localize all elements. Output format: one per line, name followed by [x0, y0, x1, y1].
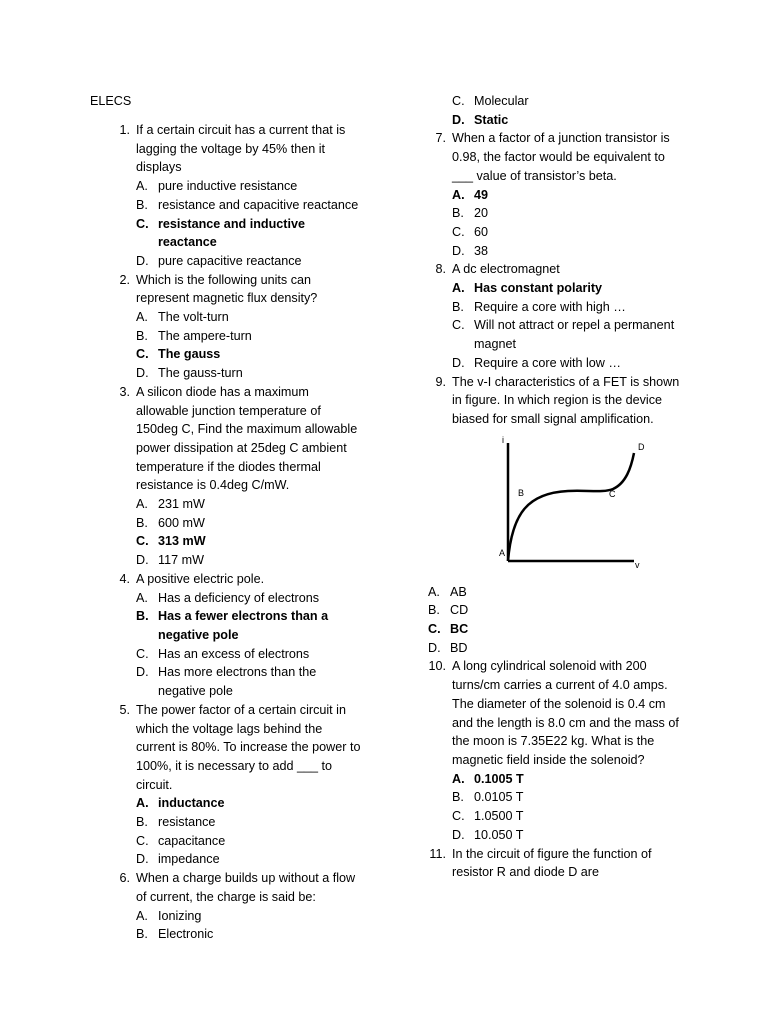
option-d [452, 242, 688, 261]
option-d [136, 850, 362, 869]
option-text: The gauss-turn [158, 366, 243, 381]
option-text: Molecular [474, 94, 529, 108]
option-c [136, 345, 362, 364]
option-text: pure inductive resistance [158, 179, 298, 194]
options-list [136, 794, 362, 869]
option-letter: D. [452, 827, 465, 842]
option-c [452, 316, 688, 353]
option-letter: C. [136, 216, 149, 231]
option-text: 0.1005 T [474, 771, 524, 786]
option-text: impedance [158, 852, 220, 867]
option-text: Has a deficiency of electrons [158, 590, 320, 605]
option-letter: D. [136, 852, 149, 867]
option-letter: C. [136, 534, 149, 549]
option-text: Electronic [158, 927, 214, 942]
question-8 [428, 260, 688, 372]
option-d [136, 663, 362, 700]
option-letter: D. [452, 355, 465, 370]
option-text: Will not attract or repel a permanent magnet [474, 318, 675, 352]
option-letter: C. [136, 833, 149, 848]
option-letter: A. [452, 771, 465, 786]
option-text: 231 mW [158, 497, 205, 512]
point-label-b: B [518, 487, 525, 498]
question-5 [112, 701, 362, 869]
option-text: Has more electrons than the negative pole [158, 665, 317, 699]
option-letter: A. [136, 796, 149, 811]
option-c [136, 215, 362, 252]
option-letter: D. [452, 243, 465, 258]
question-6 [112, 869, 362, 944]
question-number: 4. [119, 571, 130, 586]
option-text: 0.0105 T [474, 790, 524, 805]
question-text: When a factor of a junction transistor is 0.98, the factor would be equivalent to ___ value of transistor’s beta. [452, 131, 670, 183]
option-d [428, 639, 688, 658]
question-4 [112, 570, 362, 701]
option-letter: A. [136, 590, 148, 605]
option-text: Has constant polarity [474, 281, 603, 296]
option-b [452, 298, 688, 317]
left-column [112, 121, 362, 944]
option-letter: D. [136, 665, 149, 680]
option-c [428, 620, 688, 639]
point-label-a: A [499, 547, 506, 558]
option-text: 60 [474, 224, 489, 239]
question-text: When a charge builds up without a flow of current, the charge is said be: [136, 871, 356, 904]
option-a [136, 589, 362, 608]
option-text: 49 [474, 187, 489, 202]
question-number: 2. [119, 272, 130, 287]
option-letter: B. [452, 790, 464, 805]
option-text: The ampere-turn [158, 328, 252, 343]
option-b [136, 925, 362, 944]
option-letter: B. [452, 299, 464, 314]
option-text: Static [474, 112, 509, 127]
option-letter: B. [136, 927, 148, 942]
question-1 [112, 121, 362, 271]
fet-vi-characteristic-figure [468, 433, 648, 583]
question-text: A long cylindrical solenoid with 200 turns/cm carries a current of 4.0 amps. The diameter of the solenoid is 0.4 cm and the length is 8.0 cm and the mass of the moon is 7.35E22 kg. What is the magnetic field inside the solenoid? [452, 659, 679, 767]
question-text: If a certain circuit has a current that is lagging the voltage by 45% then it displays [136, 123, 346, 175]
option-d [452, 826, 688, 845]
option-text: pure capacitive reactance [158, 253, 302, 268]
option-letter: C. [452, 94, 465, 108]
vi-curve [508, 453, 634, 561]
question-11 [428, 845, 688, 882]
option-text: 313 mW [158, 534, 206, 549]
option-text: 38 [474, 243, 489, 258]
question-9 [428, 373, 688, 583]
options-list [452, 186, 688, 261]
option-letter: A. [136, 310, 148, 325]
option-letter: C. [452, 224, 465, 239]
option-text: resistance [158, 815, 216, 830]
question-text: A silicon diode has a maximum allowable junction temperature of 150deg C, Find the maximum allowable power dissipation at 25deg C ambient temperature if the diodes thermal resistance is 0.4deg C/mW. [136, 384, 358, 493]
option-letter: D. [136, 253, 149, 268]
option-letter: D. [136, 366, 149, 381]
option-text: Require a core with high … [474, 299, 626, 314]
point-label-c: C [609, 488, 616, 499]
question-9-options [428, 583, 688, 658]
option-a [452, 770, 688, 789]
option-b [136, 813, 362, 832]
option-letter: C. [428, 622, 441, 637]
option-text: Has an excess of electrons [158, 646, 310, 661]
option-text: resistance and capacitive reactance [158, 197, 359, 212]
option-letter: A. [136, 179, 148, 194]
option-c [452, 92, 688, 111]
option-text: 20 [474, 206, 489, 221]
option-letter: A. [452, 281, 465, 296]
option-text: inductance [158, 796, 225, 811]
option-d [136, 551, 362, 570]
question-3 [112, 383, 362, 570]
question-10 [428, 657, 688, 844]
question-number: 11. [429, 846, 446, 861]
option-text: 117 mW [158, 553, 204, 568]
option-d [452, 354, 688, 373]
option-b [452, 204, 688, 223]
option-letter: D. [428, 640, 441, 655]
question-number: 10. [428, 659, 446, 674]
right-column [428, 92, 688, 882]
option-letter: B. [136, 328, 148, 343]
option-letter: C. [136, 347, 149, 362]
option-text: AB [450, 584, 467, 599]
option-c [452, 223, 688, 242]
options-list [136, 907, 362, 944]
option-a [136, 177, 362, 196]
option-b [428, 601, 688, 620]
option-b [452, 788, 688, 807]
option-a [136, 907, 362, 926]
options-list [452, 770, 688, 845]
question-number: 9. [435, 374, 446, 389]
option-text: Require a core with low … [474, 355, 621, 370]
question-number: 7. [435, 131, 446, 146]
option-a [428, 583, 688, 602]
option-letter: A. [136, 497, 148, 512]
option-letter: B. [136, 197, 148, 212]
option-b [136, 196, 362, 215]
option-a [452, 186, 688, 205]
question-2 [112, 271, 362, 383]
question-text: The power factor of a certain circuit in which the voltage lags behind the current is 80%. To increase the power to 100%, it is necessary to add ___ to circuit. [136, 702, 361, 792]
option-b [136, 514, 362, 533]
axis-label-i: i [502, 434, 504, 445]
option-letter: A. [452, 187, 465, 202]
option-letter: B. [136, 609, 149, 624]
option-text: The volt-turn [158, 310, 229, 325]
option-text: 10.050 T [474, 827, 524, 842]
question-number: 1. [119, 123, 130, 137]
option-letter: B. [428, 603, 440, 618]
options-list [452, 279, 688, 373]
option-a [136, 794, 362, 813]
option-letter: B. [136, 815, 148, 830]
continued-options [452, 92, 688, 129]
option-b [136, 327, 362, 346]
option-c [136, 645, 362, 664]
document-title: ELECS [90, 94, 132, 108]
option-letter: C. [452, 318, 465, 333]
option-text: BD [450, 640, 468, 655]
option-letter: B. [136, 515, 148, 530]
option-text: Has a fewer electrons than a negative pole [158, 609, 329, 642]
axis-label-v: v [635, 559, 640, 570]
options-list [136, 308, 362, 383]
option-letter: C. [136, 646, 149, 661]
options-list [136, 177, 362, 271]
question-text: A dc electromagnet [452, 262, 560, 277]
option-c [452, 807, 688, 826]
option-letter: A. [136, 908, 148, 923]
option-text: 600 mW [158, 515, 205, 530]
option-b [136, 607, 362, 644]
question-7 [428, 129, 688, 260]
question-text: A positive electric pole. [136, 571, 265, 586]
option-letter: D. [452, 112, 465, 127]
question-text: In the circuit of figure the function of resistor R and diode D are [452, 846, 652, 880]
option-c [136, 532, 362, 551]
question-text: The v-I characteristics of a FET is shown in figure. In which region is the device biased for small signal amplification. [452, 374, 680, 426]
option-text: Ionizing [158, 908, 202, 923]
option-letter: A. [428, 584, 440, 599]
question-number: 6. [119, 871, 130, 886]
options-list [428, 583, 688, 658]
option-d [136, 364, 362, 383]
fet-vi-graph [468, 433, 648, 583]
question-text: Which is the following units can represent magnetic flux density? [136, 272, 318, 306]
option-letter: D. [136, 553, 149, 568]
question-number: 8. [435, 262, 446, 277]
options-list [136, 495, 362, 570]
option-d [452, 111, 688, 130]
option-d [136, 252, 362, 271]
option-text: The gauss [158, 347, 221, 362]
option-text: BC [450, 622, 469, 637]
option-c [136, 832, 362, 851]
point-label-d: D [638, 441, 645, 452]
options-list [136, 589, 362, 701]
option-a [136, 308, 362, 327]
question-number: 3. [119, 384, 130, 399]
option-a [136, 495, 362, 514]
option-text: resistance and inductive reactance [158, 216, 305, 250]
option-text: capacitance [158, 833, 226, 848]
question-number: 5. [119, 702, 130, 717]
option-text: CD [450, 603, 469, 618]
option-text: 1.0500 T [474, 809, 524, 824]
option-letter: B. [452, 206, 464, 221]
option-letter: C. [452, 809, 465, 824]
option-a [452, 279, 688, 298]
